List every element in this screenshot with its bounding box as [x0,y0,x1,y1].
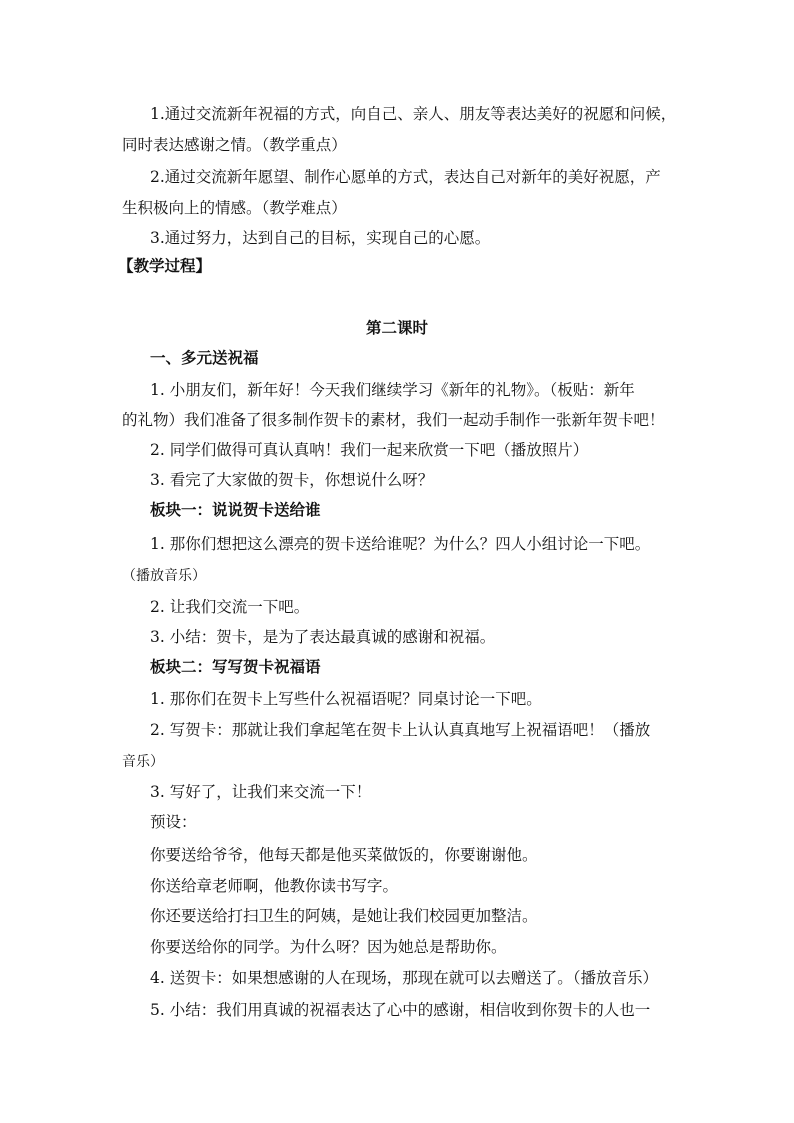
objective-1-line-2: 同时表达感谢之情。（教学重点） [122,136,347,154]
block-1-item-1-line-2: （播放音乐） [122,568,206,584]
preset-1: 你要送给爷爷，他每天都是他买菜做饭的，你要谢谢他。 [150,846,538,864]
block-2-heading: 板块二：写写贺卡祝福语 [150,657,321,676]
section-1-heading: 一、多元送祝福 [150,348,259,367]
preset-3: 你还要送给打扫卫生的阿姨，是她让我们校园更加整洁。 [150,907,538,925]
objective-1-line-1: 1.通过交流新年祝福的方式，向自己、亲人、朋友等表达美好的祝愿和问候， [150,105,677,123]
preset-label: 预设： [150,813,197,831]
objective-2-line-1: 2.通过交流新年愿望、制作心愿单的方式，表达自己对新年的美好祝愿，产 [150,168,661,186]
block-2-item-5: 5. 小结：我们用真诚的祝福表达了心中的感谢，相信收到你贺卡的人也一 [150,1001,651,1019]
block-2-item-1: 1. 那你们在贺卡上写些什么祝福语呢？同桌讨论一下吧。 [150,690,542,708]
section-1-item-1-line-1: 1. 小朋友们，新年好！今天我们继续学习《新年的礼物》。（板贴：新年 [150,381,635,399]
block-1-item-2: 2. 让我们交流一下吧。 [150,598,310,616]
preset-2: 你送给章老师啊，他教你读书写字。 [150,877,399,895]
section-1-item-1-line-2: 的礼物）我们准备了很多制作贺卡的素材，我们一起动手制作一张新年贺卡吧！ [122,411,665,429]
objective-2-line-2: 生积极向上的情感。（教学难点） [122,199,347,217]
block-2-item-2-line-2: 音乐） [122,754,164,770]
section-1-item-3: 3. 看完了大家做的贺卡，你想说什么呀？ [150,471,434,489]
process-heading: 【教学过程】 [118,256,212,275]
objective-3: 3.通过努力，达到自己的目标，实现自己的心愿。 [150,229,491,247]
block-2-item-3: 3. 写好了，让我们来交流一下！ [150,783,372,801]
block-1-item-3: 3. 小结：贺卡，是为了表达最真诚的感谢和祝福。 [150,628,496,646]
block-2-item-2-line-1: 2. 写贺卡：那就让我们拿起笔在贺卡上认认真真地写上祝福语吧！（播放 [150,721,651,739]
section-1-item-2: 2. 同学们做得可真认真呐！我们一起来欣赏一下吧（播放照片） [150,441,589,459]
lesson-title: 第二课时 [365,318,428,337]
block-2-item-4: 4. 送贺卡：如果想感谢的人在现场，那现在就可以去赠送了。（播放音乐） [150,969,658,987]
block-1-item-1-line-1: 1. 那你们想把这么漂亮的贺卡送给谁呢？为什么？四人小组讨论一下吧。 [150,535,651,553]
block-1-heading: 板块一：说说贺卡送给谁 [150,500,321,519]
preset-4: 你要送给你的同学。为什么呀？因为她总是帮助你。 [150,938,507,956]
